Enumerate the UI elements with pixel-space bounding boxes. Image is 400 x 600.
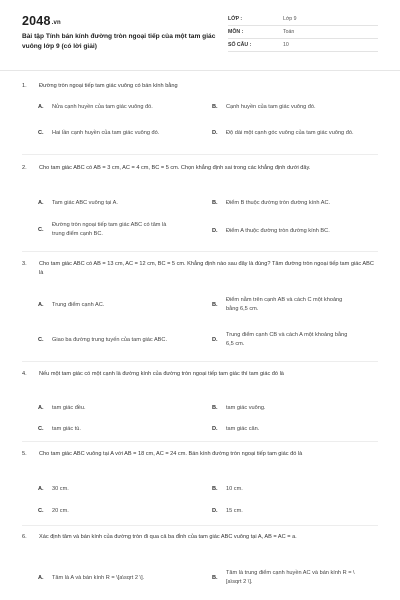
option-letter: B. — [212, 200, 218, 206]
option-letter: B. — [212, 104, 218, 110]
option-text: 10 cm. — [226, 485, 243, 492]
option-b[interactable] — [212, 567, 378, 589]
option-text: Độ dài một cạnh góc vuông của tam giác vuông đó. — [226, 129, 354, 136]
option-letter: B. — [212, 302, 218, 308]
option-a[interactable] — [38, 196, 198, 210]
option-letter: D. — [212, 426, 218, 432]
option-b[interactable] — [212, 100, 378, 114]
option-letter: D. — [212, 130, 218, 136]
option-letter: A. — [38, 575, 44, 581]
option-text: Điểm A thuộc đường tròn đường kính BC. — [226, 227, 330, 234]
question-text: Cho tam giác ABC có AB = 13 cm, AC = 12 cm, BC = 5 cm. Khẳng định nào sau đây là đúng? Tâm đường tròn ngoại tiếp tam giác ABC là — [39, 261, 374, 277]
meta-value: Lớp 9 — [283, 16, 297, 22]
document-title: Bài tập Tính bán kính đường tròn ngoại tiếp của một tam giác vuông lớp 9 (có lời giải) — [22, 33, 216, 50]
option-text: Tâm là A và bán kính R = \[a\sqrt 2 \]. — [52, 574, 145, 581]
meta-row-count — [228, 39, 378, 52]
question-number: 5. — [22, 451, 27, 457]
question-text: Cho tam giác ABC có AB = 3 cm, AC = 4 cm, BC = 5 cm. Chọn khẳng định sai trong các khẳng định dưới đây. — [39, 165, 311, 171]
option-letter: C. — [38, 130, 44, 136]
option-text: tam giác vuông. — [226, 404, 266, 411]
option-b[interactable] — [212, 196, 378, 210]
header-divider — [0, 70, 400, 71]
question-5 — [22, 450, 378, 459]
option-text: tam giác cân. — [226, 425, 260, 432]
option-b[interactable] — [212, 294, 378, 316]
option-b[interactable] — [212, 482, 378, 496]
question-stem — [22, 533, 378, 542]
question-divider — [22, 441, 378, 442]
option-text: Trung điểm cạnh AC. — [52, 301, 105, 308]
meta-key: LỚP : — [228, 16, 243, 22]
question-6 — [22, 533, 378, 542]
option-text: Cạnh huyền của tam giác vuông đó. — [226, 103, 316, 110]
logo-suffix: .vn — [51, 20, 61, 26]
question-stem — [22, 164, 378, 173]
option-a[interactable] — [38, 100, 198, 114]
option-letter: B. — [212, 486, 218, 492]
option-d[interactable] — [212, 224, 378, 238]
option-text: Điểm nằm trên cạnh AB và cách C một khoảng bằng 6,5 cm. — [226, 297, 343, 312]
question-4 — [22, 370, 378, 379]
meta-table — [228, 13, 378, 52]
question-1 — [22, 82, 378, 91]
option-letter: B. — [212, 575, 218, 581]
question-stem — [22, 450, 378, 459]
option-text: Tâm là trung điểm cạnh huyền AC và bán kính R = \[a\sqrt 2 \]. — [226, 570, 355, 585]
option-d[interactable] — [212, 122, 378, 144]
option-text: Đường tròn ngoại tiếp tam giác ABC có tâm là trung điểm cạnh BC. — [52, 222, 167, 237]
option-c[interactable] — [38, 422, 198, 436]
option-letter: A. — [38, 200, 44, 206]
question-stem — [22, 82, 378, 91]
option-letter: C. — [38, 508, 44, 514]
meta-value: Toán — [283, 29, 295, 35]
option-text: Hai lần cạnh huyền của tam giác vuông đó. — [52, 129, 160, 136]
question-number: 1. — [22, 83, 27, 89]
option-text: 30 cm. — [52, 485, 69, 492]
option-letter: C. — [38, 227, 44, 233]
option-text: 15 cm. — [226, 507, 243, 514]
option-text: Giao ba đường trung tuyến của tam giác ABC. — [52, 336, 168, 343]
option-letter: A. — [38, 486, 44, 492]
question-2 — [22, 164, 378, 173]
question-text: Đường tròn ngoại tiếp tam giác vuông có bán kính bằng — [39, 83, 178, 89]
option-a[interactable] — [38, 401, 198, 415]
question-divider — [22, 361, 378, 362]
option-a[interactable] — [38, 298, 198, 312]
question-number: 3. — [22, 261, 27, 267]
logo-text: 2048 — [22, 14, 51, 28]
option-letter: B. — [212, 405, 218, 411]
meta-value: 10 — [283, 42, 289, 48]
option-letter: D. — [212, 228, 218, 234]
question-stem — [22, 370, 378, 379]
option-text: tam giác đều. — [52, 404, 86, 411]
question-divider — [22, 251, 378, 252]
option-c[interactable] — [38, 219, 198, 241]
option-d[interactable] — [212, 504, 378, 518]
option-b[interactable] — [212, 401, 378, 415]
option-letter: C. — [38, 426, 44, 432]
option-letter: C. — [38, 337, 44, 343]
option-letter: D. — [212, 508, 218, 514]
option-text: 20 cm. — [52, 507, 69, 514]
question-divider — [22, 154, 378, 155]
question-text: Xác định tâm và bán kính của đường tròn đi qua cả ba đỉnh của tam giác ABC vuông tại A, AB = AC = a. — [39, 534, 297, 540]
question-text: Nếu một tam giác có một cạnh là đường kính của đường tròn ngoại tiếp tam giác thì tam giác đó là — [39, 371, 284, 377]
meta-key: SỐ CÂU : — [228, 42, 252, 48]
question-3 — [22, 260, 378, 279]
option-letter: D. — [212, 337, 218, 343]
question-text: Cho tam giác ABC vuông tại A với AB = 18 cm, AC = 24 cm. Bán kính đường tròn ngoại tiếp tam giác đó là — [39, 451, 303, 457]
meta-key: MÔN : — [228, 29, 244, 35]
question-number: 2. — [22, 165, 27, 171]
option-a[interactable] — [38, 571, 198, 585]
question-number: 6. — [22, 534, 27, 540]
option-letter: A. — [38, 405, 44, 411]
question-stem — [22, 260, 378, 279]
question-divider — [22, 525, 378, 526]
option-d[interactable] — [212, 422, 378, 436]
option-letter: A. — [38, 104, 44, 110]
option-letter: A. — [38, 302, 44, 308]
option-text: Điểm B thuộc đường tròn đường kính AC. — [226, 199, 331, 206]
option-text: tam giác tù. — [52, 425, 81, 432]
meta-row-class — [228, 13, 378, 26]
option-c[interactable] — [38, 122, 198, 144]
option-c[interactable] — [38, 504, 198, 518]
option-text: Tam giác ABC vuông tại A. — [52, 199, 118, 206]
site-logo[interactable] — [22, 14, 61, 28]
option-d[interactable] — [212, 329, 378, 351]
option-text: Nửa cạnh huyền của tam giác vuông đó. — [52, 103, 153, 110]
meta-row-subject — [228, 26, 378, 39]
option-a[interactable] — [38, 482, 198, 496]
option-c[interactable] — [38, 329, 198, 351]
option-text: Trung điểm cạnh CB và cách A một khoảng bằng 6,5 cm. — [226, 332, 348, 347]
question-number: 4. — [22, 371, 27, 377]
document-header — [0, 0, 400, 66]
